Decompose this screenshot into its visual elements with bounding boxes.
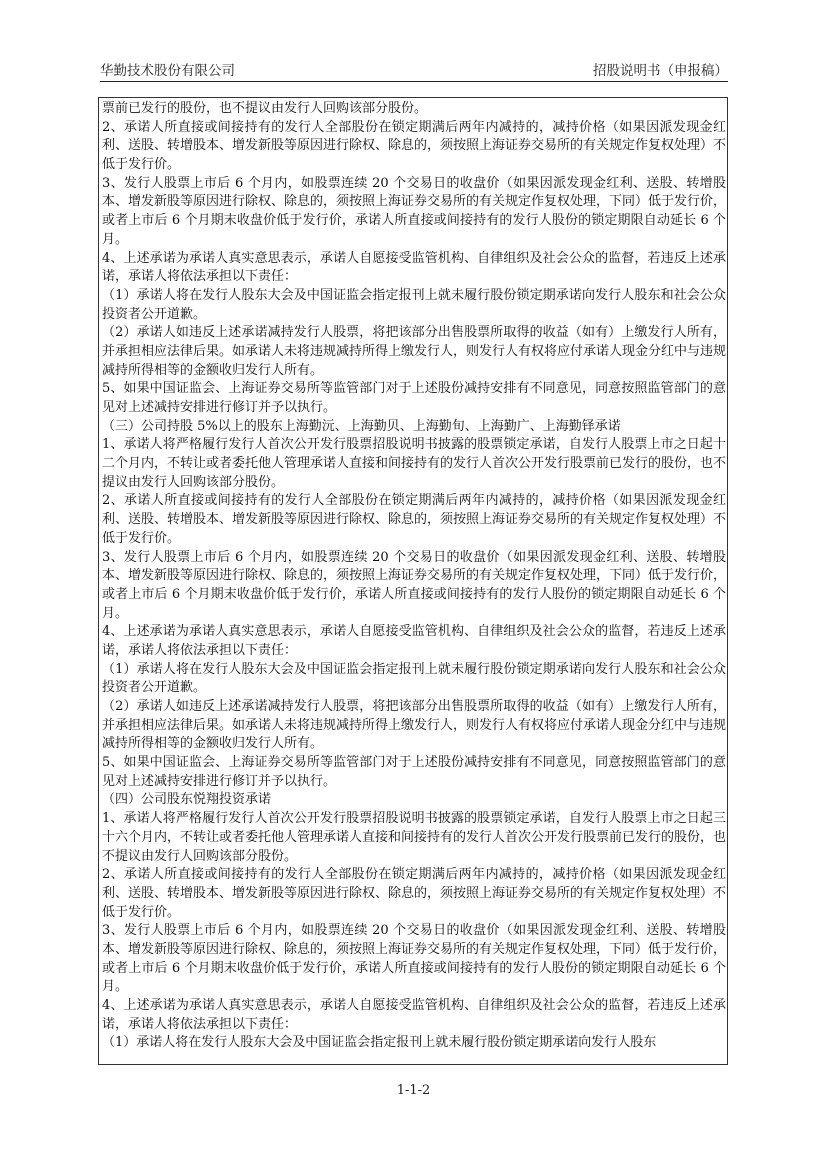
paragraph: 3、发行人股票上市后 6 个月内，如股票连续 20 个交易日的收盘价（如果因派发现金红利、送股、转增股本、增发新股等原因进行除权、除息的，须按照上海证券交易所的有关规定作复权处理，下同）低于发行价，或者上市后 6 个月期末收盘价低于发行价，承诺人所直接或间接持有的发行人股份的锁定期限自动延长 6 个月。 [102, 923, 727, 995]
section-heading: （四）公司股东悦翔投资承诺 [102, 792, 272, 808]
paragraph: 4、上述承诺为承诺人真实意思表示，承诺人自愿接受监管机构、自律组织及社会公众的监督，若违反上述承诺，承诺人将依法承担以下责任： [102, 250, 726, 285]
paragraph: 3、发行人股票上市后 6 个月内，如股票连续 20 个交易日的收盘价（如果因派发现金红利、送股、转增股本、增发新股等原因进行除权、除息的，须按照上海证券交易所的有关规定作复权处理，下同）低于发行价，或者上市后 6 个月期末收盘价低于发行价，承诺人所直接或间接持有的发行人股份的锁定期限自动延长 6 个月。 [102, 549, 727, 621]
paragraph: 1、承诺人将严格履行发行人首次公开发行股票招股说明书披露的股票锁定承诺，自发行人股票上市之日起十二个月内，不转让或者委托他人管理承诺人直接和间接持有的发行人首次公开发行股票前已发行的股份，也不提议由发行人回购该部分股份。 [102, 437, 727, 490]
paragraph: 1、承诺人将严格履行发行人首次公开发行股票招股说明书披露的股票锁定承诺，自发行人股票上市之日起三十六个月内，不转让或者委托他人管理承诺人直接和间接持有的发行人首次公开发行股票前已发行的股份，也不提议由发行人回购该部分股份。 [102, 811, 727, 864]
paragraph: 5、如果中国证监会、上海证券交易所等监管部门对于上述股份减持安排有不同意见，同意按照监管部门的意见对上述减持安排进行修订并予以执行。 [102, 381, 726, 415]
paragraph: 2、承诺人所直接或间接持有的发行人全部股份在锁定期满后两年内减持的，减持价格（如果因派发现金红利、送股、转增股本、增发新股等原因进行除权、除息的，须按照上海证券交易所的有关规定作复权处理）不低于发行价。 [102, 493, 727, 546]
paragraph: 2、承诺人所直接或间接持有的发行人全部股份在锁定期满后两年内减持的，减持价格（如果因派发现金红利、送股、转增股本、增发新股等原因进行除权、除息的，须按照上海证券交易所的有关规定作复权处理）不低于发行价。 [102, 867, 727, 920]
paragraph: 4、上述承诺为承诺人真实意思表示，承诺人自愿接受监管机构、自律组织及社会公众的监督，若违反上述承诺，承诺人将依法承担以下责任： [102, 998, 726, 1032]
document-title: 招股说明书（申报稿） [593, 63, 728, 79]
paragraph: （2）承诺人如违反上述承诺减持发行人股票，将把该部分出售股票所取得的收益（如有）上缴发行人所有，并承担相应法律后果。如承诺人未将违规减持所得上缴发行人，则发行人有权将应付承诺人现金分红中与违规减持所得相等的金额收归发行人所有。 [102, 699, 727, 752]
paragraph: 票前已发行的股份，也不提议由发行人回购该部分股份。 [102, 101, 428, 116]
paragraph: 4、上述承诺为承诺人真实意思表示，承诺人自愿接受监管机构、自律组织及社会公众的监督，若违反上述承诺，承诺人将依法承担以下责任： [102, 624, 726, 658]
company-name: 华勤技术股份有限公司 [100, 63, 235, 79]
commitment-text-box [98, 97, 728, 1065]
paragraph: （1）承诺人将在发行人股东大会及中国证监会指定报刊上就未履行股份锁定期承诺向发行人股东 [102, 1035, 657, 1051]
section-heading: （三）公司持股 5%以上的股东上海勤沅、上海勤贝、上海勤旬、上海勤广、上海勤铎承诺 [102, 418, 621, 434]
paragraph: 3、发行人股票上市后 6 个月内，如股票连续 20 个交易日的收盘价（如果因派发现金红利、送股、转增股本、增发新股等原因进行除权、除息的，须按照上海证券交易所的有关规定作复权处理，下同）低于发行价，或者上市后 6 个月期末收盘价低于发行价，承诺人所直接或间接持有的发行人股份的锁定期限自动延长 6 个月。 [102, 175, 727, 247]
paragraph: （2）承诺人如违反上述承诺减持发行人股票，将把该部分出售股票所取得的收益（如有）上缴发行人所有，并承担相应法律后果。如承诺人未将违规减持所得上缴发行人，则发行人有权将应付承诺人现金分红中与违规减持所得相等的金额收归发行人所有。 [102, 325, 727, 378]
page-number: 1-1-2 [396, 1083, 431, 1098]
paragraph: 5、如果中国证监会、上海证券交易所等监管部门对于上述股份减持安排有不同意见，同意按照监管部门的意见对上述减持安排进行修订并予以执行。 [102, 755, 726, 789]
page-header [100, 55, 728, 82]
paragraph: （1）承诺人将在发行人股东大会及中国证监会指定报刊上就未履行股份锁定期承诺向发行人股东和社会公众投资者公开道歉。 [102, 661, 726, 696]
paragraph: （1）承诺人将在发行人股东大会及中国证监会指定报刊上就未履行股份锁定期承诺向发行人股东和社会公众投资者公开道歉。 [102, 287, 726, 322]
paragraph: 2、承诺人所直接或间接持有的发行人全部股份在锁定期满后两年内减持的，减持价格（如果因派发现金红利、送股、转增股本、增发新股等原因进行除权、除息的，须按照上海证券交易所的有关规定作复权处理）不低于发行价。 [102, 119, 727, 173]
